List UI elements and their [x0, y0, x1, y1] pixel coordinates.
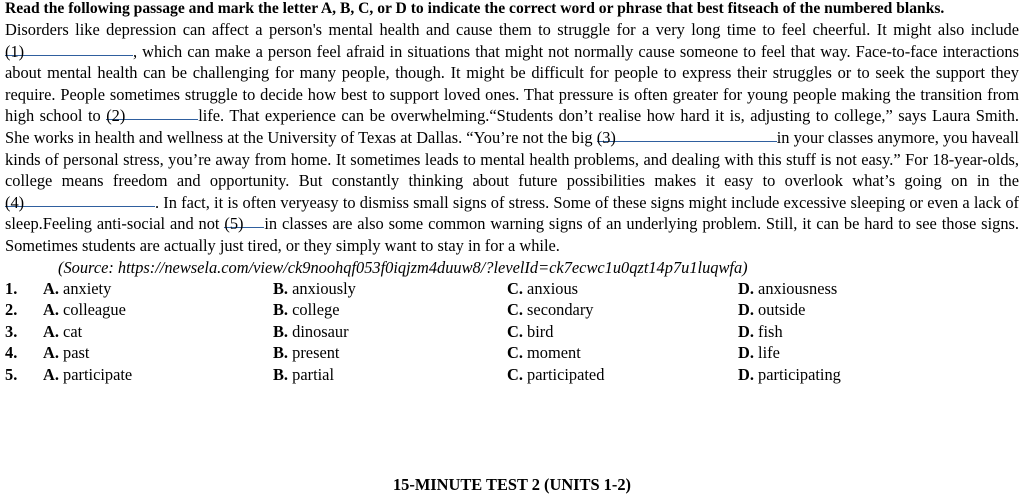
- passage-text: , which can make a person feel afraid in situations that might not normally cause someone to feel that way. Face-to-face interactions about mental health can be challenging for many people, though. It might be difficult for people to express their struggles or to seek the support they require. People sometimes struggle to decide how best to support loved ones. That pressure is often greater for young people making the transition from high school to: [5, 41, 1019, 126]
- blank-4: (4): [5, 192, 155, 207]
- option-a[interactable]: A. colleague: [43, 300, 126, 320]
- option-c[interactable]: C. moment: [507, 343, 581, 363]
- option-a[interactable]: A. past: [43, 343, 90, 363]
- blank-5: (5): [224, 213, 264, 228]
- question-row: [5, 321, 1019, 343]
- option-d[interactable]: D. outside: [738, 300, 806, 320]
- option-b[interactable]: B. anxiously: [273, 278, 356, 298]
- question-number: 4.: [5, 343, 18, 363]
- question-number: 2.: [5, 300, 18, 320]
- option-d[interactable]: D. participating: [738, 364, 841, 384]
- option-c[interactable]: C. anxious: [507, 278, 579, 298]
- question-row: [5, 299, 1019, 321]
- question-number: 3.: [5, 321, 18, 341]
- test-title: 15-MINUTE TEST 2 (UNITS 1-2): [392, 475, 631, 494]
- question-list: [5, 278, 1019, 386]
- option-d[interactable]: D. life: [738, 343, 780, 363]
- question-number: 5.: [5, 364, 18, 384]
- passage: [5, 19, 1019, 257]
- blank-1: (1): [5, 41, 133, 56]
- option-a[interactable]: A. anxiety: [43, 278, 112, 298]
- passage-text: life. That experience can be overwhelming.“Students don’t realise how hard it is, adjusting to college,” says Laura Smith. She works in health and wellness at the University of Texas at Dallas. “You’re not the big: [5, 106, 1019, 147]
- instruction: Read the following passage and mark the letter A, B, C, or D to indicate the correct word or phrase that best fitseach of the numbered blanks.: [5, 0, 945, 17]
- passage-text: in your classes anymore, you haveall kinds of personal stress, you’re away from home. It sometimes leads to mental health problems, and dealing with this stuff is not easy.” For 18-year-olds, college means freedom and opportunity. But constantly thinking about future possibilities makes it easy to overlook what’s going on in the: [5, 127, 1019, 191]
- passage-text: in classes are also some common warning signs of an underlying problem. Still, it can be hard to see those signs. Sometimes students are actually just tired, or they simply want to stay in for a while.: [5, 214, 1019, 255]
- question-row: [5, 342, 1019, 364]
- option-c[interactable]: C. participated: [507, 364, 605, 384]
- blank-2: (2): [106, 105, 198, 120]
- passage-text: Disorders like depression can affect a person's mental health and cause them to struggle for a very long time to feel cheerful. It might also include: [5, 20, 1019, 39]
- option-a[interactable]: A. cat: [43, 321, 83, 341]
- option-b[interactable]: B. dinosaur: [273, 321, 349, 341]
- passage-text: . In fact, it is often veryeasy to dismiss small signs of stress. Some of these signs might include excessive sleeping or even a lack of sleep.Feeling anti-social and not: [5, 192, 1019, 234]
- question-number: 1.: [5, 278, 18, 298]
- option-b[interactable]: B. college: [273, 300, 340, 320]
- option-c[interactable]: C. secondary: [507, 300, 594, 320]
- question-row: [5, 364, 1019, 386]
- option-b[interactable]: B. present: [273, 343, 340, 363]
- option-a[interactable]: A. participate: [43, 364, 133, 384]
- option-d[interactable]: D. anxiousness: [738, 278, 838, 298]
- option-c[interactable]: C. bird: [507, 321, 554, 341]
- option-b[interactable]: B. partial: [273, 364, 335, 384]
- question-row: [5, 278, 1019, 300]
- option-d[interactable]: D. fish: [738, 321, 783, 341]
- source-citation: (Source: https://newsela.com/view/ck9noohqf053f0iqjzm4duuw8/?levelId=ck7ecwc1u0qzt14p7u1luqwfa): [58, 257, 748, 277]
- blank-3: (3): [597, 127, 777, 142]
